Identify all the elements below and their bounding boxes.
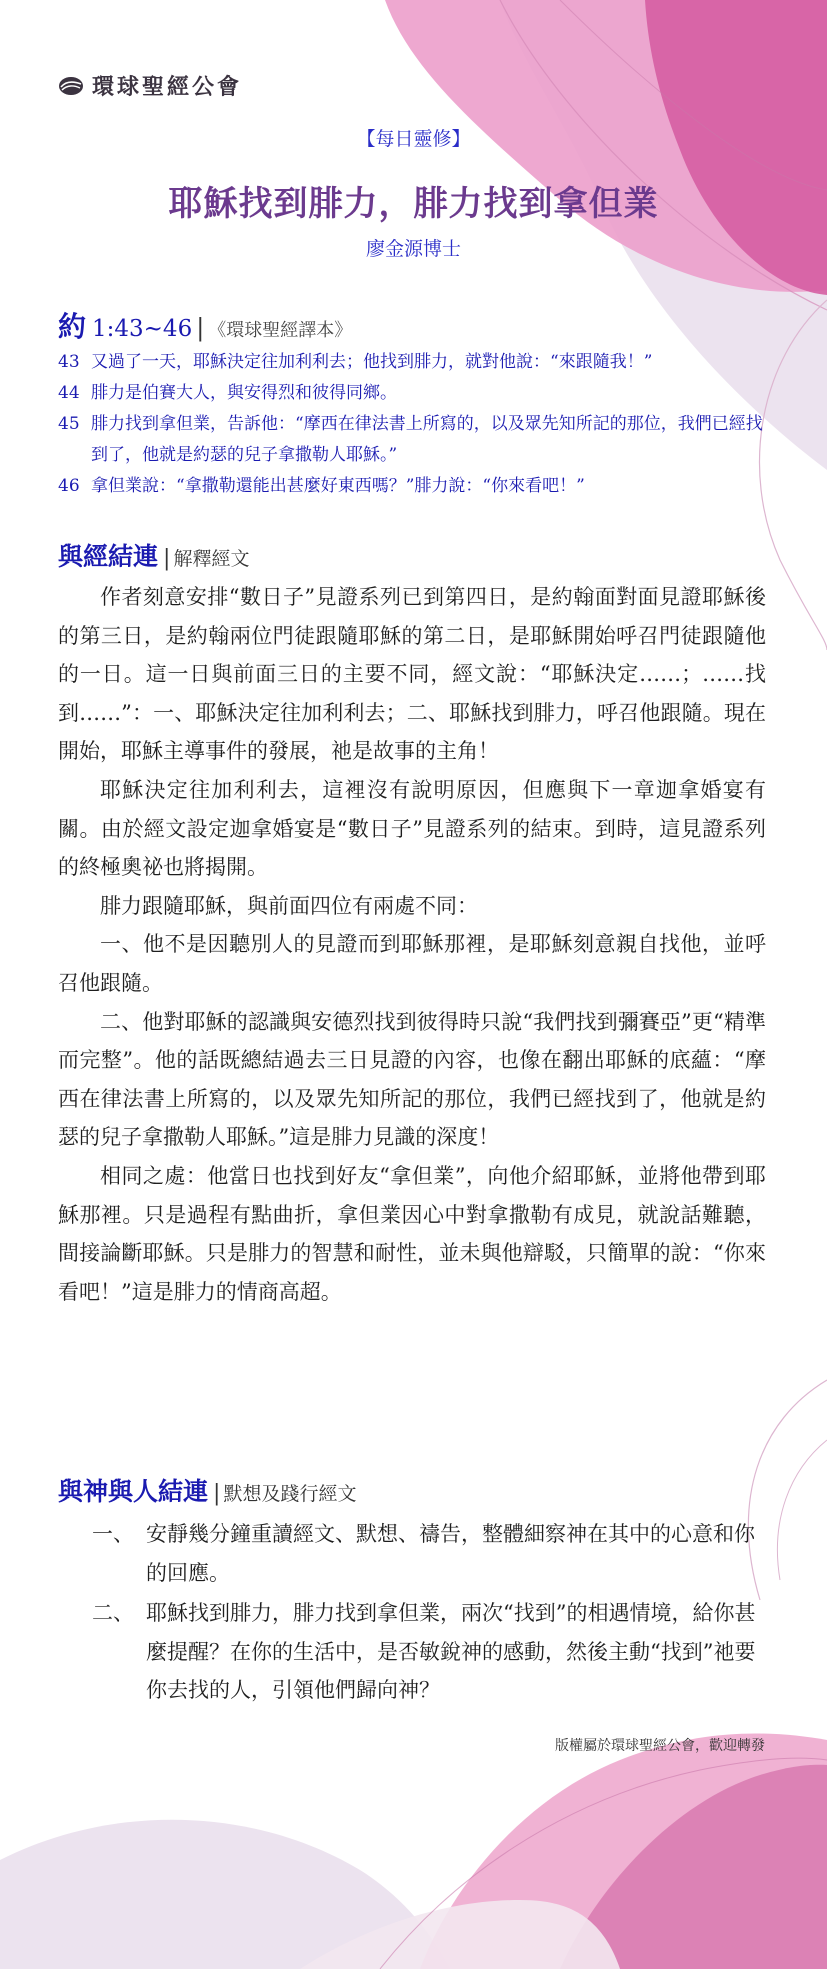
list-number: 一、: [92, 1522, 134, 1546]
paragraph: 一、他不是因聽別人的見證而到耶穌那裡，是耶穌刻意親自找他，並呼召他跟隨。: [58, 932, 766, 995]
paragraph: 相同之處：他當日也找到好友“拿但業”，向他介紹耶穌，並將他帶到耶穌那裡。只是過程有點曲折，拿但業因心中對拿撒勒有成見，就說話難聽，間接論斷耶穌。只是腓力的智慧和耐性，並未與他辯駁，只簡單的說：“你來看吧！”這是腓力的情商高超。: [58, 1163, 766, 1304]
section-heading-reflection: [58, 1472, 356, 1508]
bible-version: 《環球聖經譯本》: [208, 320, 353, 341]
paragraph: 耶穌決定往加利利去，這裡沒有說明原因，但應與下一章迦拿婚宴有關。由於經文設定迦拿婚宴是“數日子”見證系列的結束。到時，這見證系列的終極奧祕也將揭開。: [58, 777, 766, 880]
deco-right-curve-3: [777, 1440, 827, 1580]
list-text: 耶穌找到腓力，腓力找到拿但業，兩次“找到”的相遇情境，給你甚麼提醒？在你的生活中，是否敏銳神的感動，然後主動“找到”祂要你去找的人，引領他們歸向神？: [146, 1601, 756, 1703]
section-subtitle: 默想及踐行經文: [223, 1483, 357, 1505]
author-name: 廖金源博士: [365, 238, 461, 260]
section-heading-scripture: [58, 537, 249, 573]
verse-text: 拿但業說：“拿撒勒還能出甚麼好東西嗎？”腓力說：“你來看吧！”: [91, 476, 585, 496]
verse-number: 44: [58, 383, 80, 403]
bible-society-flame-logo-icon: [58, 75, 84, 97]
paragraph: 作者刻意安排“數日子”見證系列已到第四日，是約翰面對面見證耶穌後的第三日，是約翰兩位門徒跟隨耶穌的第二日，是耶穌開始呼召門徒跟隨他的一日。這一日與前面三日的主要不同，經文說：“耶穌決定……；……找到……”：一、耶穌決定往加利利去；二、耶穌找到腓力，呼召他跟隨。現在開始，耶穌主導事件的發展，祂是故事的主角！: [58, 585, 766, 764]
reference-separator: |: [196, 314, 205, 342]
commentary-body: [58, 578, 766, 1311]
verse-number: 46: [58, 476, 80, 496]
paragraph: 腓力跟隨耶穌，與前面四位有兩處不同：: [100, 893, 478, 918]
verse-list: [58, 347, 770, 502]
reflection-list: [92, 1515, 768, 1712]
section-separator: |: [163, 546, 171, 571]
copyright-notice: 版權屬於環球聖經公會，歡迎轉發: [555, 1738, 765, 1754]
verse-item: [58, 471, 770, 502]
page-title: 耶穌找到腓力，腓力找到拿但業: [168, 184, 659, 224]
section-subtitle: 解釋經文: [173, 548, 250, 570]
verse-item: [58, 378, 770, 409]
list-text: 安靜幾分鐘重讀經文、默想、禱告，整體細察神在其中的心意和你的回應。: [146, 1522, 755, 1585]
list-item: [92, 1594, 768, 1710]
verse-text: 又過了一天，耶穌決定往加利利去；他找到腓力，就對他說：“來跟隨我！”: [91, 352, 653, 372]
verse-number: 45: [58, 414, 80, 434]
brand-logo: [58, 70, 242, 101]
brand-name: 環球聖經公會: [92, 74, 243, 100]
verse-item: [58, 409, 770, 471]
paragraph: 二、他對耶穌的認識與安德烈找到彼得時只說“我們找到彌賽亞”更“精準而完整”。他的話既總結過去三日見證的內容，也像在翻出耶穌的底蘊：“摩西在律法書上所寫的，以及眾先知所記的那位，我們已經找到了，他就是約瑟的兒子拿撒勒人耶穌。”這是腓力見識的深度！: [58, 1009, 766, 1150]
list-number: 二、: [92, 1601, 134, 1626]
devotion-label: 【每日靈修】: [356, 128, 471, 150]
scripture-reference: [58, 305, 352, 345]
list-item: [92, 1515, 768, 1592]
book-name: 約: [58, 310, 87, 343]
verse-number: 43: [58, 352, 80, 372]
verse-text: 腓力找到拿但業，告訴他：“摩西在律法書上所寫的，以及眾先知所記的那位，我們已經找到了，他就是約瑟的兒子拿撒勒人耶穌。”: [91, 414, 763, 465]
chapter-verse: 1:43~46: [92, 316, 193, 342]
section-title: 與經結連: [58, 542, 159, 571]
section-separator: |: [213, 1481, 221, 1506]
verse-item: [58, 347, 770, 378]
verse-text: 腓力是伯賽大人，與安得烈和彼得同鄉。: [91, 383, 397, 403]
section-title: 與神與人結連: [58, 1477, 209, 1506]
